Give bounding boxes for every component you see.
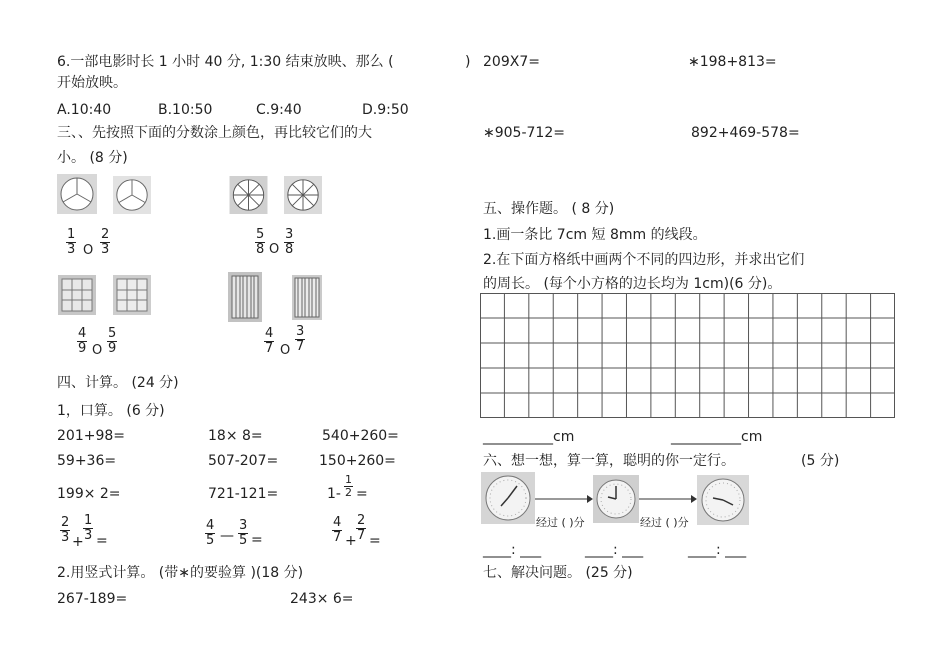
fop3-b: $\frac{2}{7}$: [357, 513, 366, 543]
fraction-2-3: $\frac{2}{3}$: [101, 227, 110, 257]
section4-title: 四、计算。 (24 分): [57, 375, 179, 391]
q6-paren: ): [465, 54, 471, 70]
fraction-4-7: $\frac{4}{7}$: [265, 326, 274, 356]
fraction-1-3: $\frac{1}{3}$: [67, 227, 76, 257]
q6-option-c: C.9:40: [256, 102, 302, 118]
compare-circle-1[interactable]: O: [83, 243, 94, 258]
perimeter-answer-2[interactable]: __________cm: [671, 429, 763, 445]
arrow-icon-2: [639, 494, 697, 504]
oral-r2c2: 507-207=: [208, 453, 279, 469]
elapsed-label-2: 经过 ( )分: [640, 516, 689, 529]
clock-image-3: [697, 475, 749, 525]
fop2-op: —: [220, 528, 234, 544]
section5-q1: 1.画一条比 7cm 短 8mm 的线段。: [483, 227, 707, 243]
oral-r2c1: 59+36=: [57, 453, 117, 469]
calc-198-813: ∗198+813=: [688, 54, 777, 70]
oral-r1c2: 18× 8=: [208, 428, 263, 444]
fop2-b: $\frac{3}{5}$: [239, 518, 248, 548]
section6-title: 六、想一想，算一算，聪明的你一定行。: [483, 453, 735, 469]
fop1-a: $\frac{2}{3}$: [61, 515, 70, 545]
fop3-op: +: [345, 533, 357, 549]
section7-title: 七、解决问题。 (25 分): [483, 565, 633, 581]
fop3-eq: =: [369, 533, 381, 549]
oral-r3c3-eq: =: [356, 486, 368, 502]
fop2-a: $\frac{4}{5}$: [206, 518, 215, 548]
vertical-calc-2: 243× 6=: [290, 591, 354, 607]
fraction-5-9: $\frac{5}{9}$: [108, 326, 117, 356]
elapsed-label-1: 经过 ( )分: [536, 516, 585, 529]
oral-r3c1: 199× 2=: [57, 486, 121, 502]
section3-title-cont: 小。 (8 分): [57, 150, 128, 166]
time-blank-1[interactable]: ____: ___: [483, 542, 542, 558]
circle-eighths-image-2: [284, 176, 322, 214]
fop1-eq: =: [96, 533, 108, 549]
section5-q2-line2: 的周长。 (每个小方格的边长均为 1cm)(6 分)。: [483, 276, 782, 292]
grid-ninths-image-1: [58, 275, 96, 315]
q6-line1: 6.一部电影时长 1 小时 40 分, 1:30 结束放映、那么 (: [57, 54, 394, 70]
circle-thirds-image-2: [113, 176, 151, 214]
compare-circle-3[interactable]: O: [92, 343, 103, 358]
circle-thirds-image-1: [57, 174, 97, 214]
perimeter-answer-1[interactable]: __________cm: [483, 429, 575, 445]
oral-r1c3: 540+260=: [322, 428, 399, 444]
section3-title: 三、、先按照下面的分数涂上颜色，再比较它们的大: [57, 125, 372, 141]
fraction-5-8: $\frac{5}{8}$: [256, 227, 265, 257]
fraction-3-8: $\frac{3}{8}$: [285, 227, 294, 257]
section4-sub1: 1，口算。 (6 分): [57, 403, 165, 419]
section6-score: (5 分): [801, 453, 840, 469]
grid-ninths-image-2: [113, 275, 151, 315]
time-blank-3[interactable]: ____: ___: [688, 542, 747, 558]
calc-209x7: 209X7=: [483, 54, 540, 70]
q6-option-d: D.9:50: [362, 102, 409, 118]
square-grid-paper[interactable]: [480, 293, 895, 418]
rect-sevenths-image-2: [292, 275, 322, 320]
clock-image-1: [481, 472, 535, 524]
oral-r2c3: 150+260=: [319, 453, 396, 469]
section5-q2-line1: 2.在下面方格纸中画两个不同的四边形，并求出它们: [483, 252, 805, 268]
oral-r3c3-prefix: 1-: [327, 486, 341, 502]
fop1-op: +: [72, 534, 84, 550]
oral-r3c3-fraction: $\frac{1}{2}$: [345, 473, 352, 499]
section4-sub2: 2.用竖式计算。 (带∗的要验算 )(18 分): [57, 565, 304, 581]
section5-title: 五、操作题。 ( 8 分): [483, 201, 615, 217]
fraction-3-7: $\frac{3}{7}$: [296, 324, 305, 354]
rect-sevenths-image-1: [228, 272, 262, 322]
calc-892-469-578: 892+469-578=: [691, 125, 800, 141]
vertical-calc-1: 267-189=: [57, 591, 128, 607]
oral-r1c1: 201+98=: [57, 428, 125, 444]
oral-r3c2: 721-121=: [208, 486, 279, 502]
fraction-4-9: $\frac{4}{9}$: [78, 326, 87, 356]
time-blank-2[interactable]: ____: ___: [585, 542, 644, 558]
fop2-eq: =: [251, 532, 263, 548]
circle-eighths-image-1: [229, 176, 268, 214]
compare-circle-2[interactable]: O: [269, 242, 280, 257]
clock-image-2: [593, 475, 639, 523]
compare-circle-4[interactable]: O: [280, 343, 291, 358]
arrow-icon-1: [535, 494, 593, 504]
q6-option-a: A.10:40: [57, 102, 112, 118]
q6-option-b: B.10:50: [158, 102, 213, 118]
q6-line2: 开始放映。: [57, 75, 127, 91]
calc-905-712: ∗905-712=: [483, 125, 565, 141]
fop1-b: $\frac{1}{3}$: [84, 513, 93, 543]
fop3-a: $\frac{4}{7}$: [333, 515, 342, 545]
